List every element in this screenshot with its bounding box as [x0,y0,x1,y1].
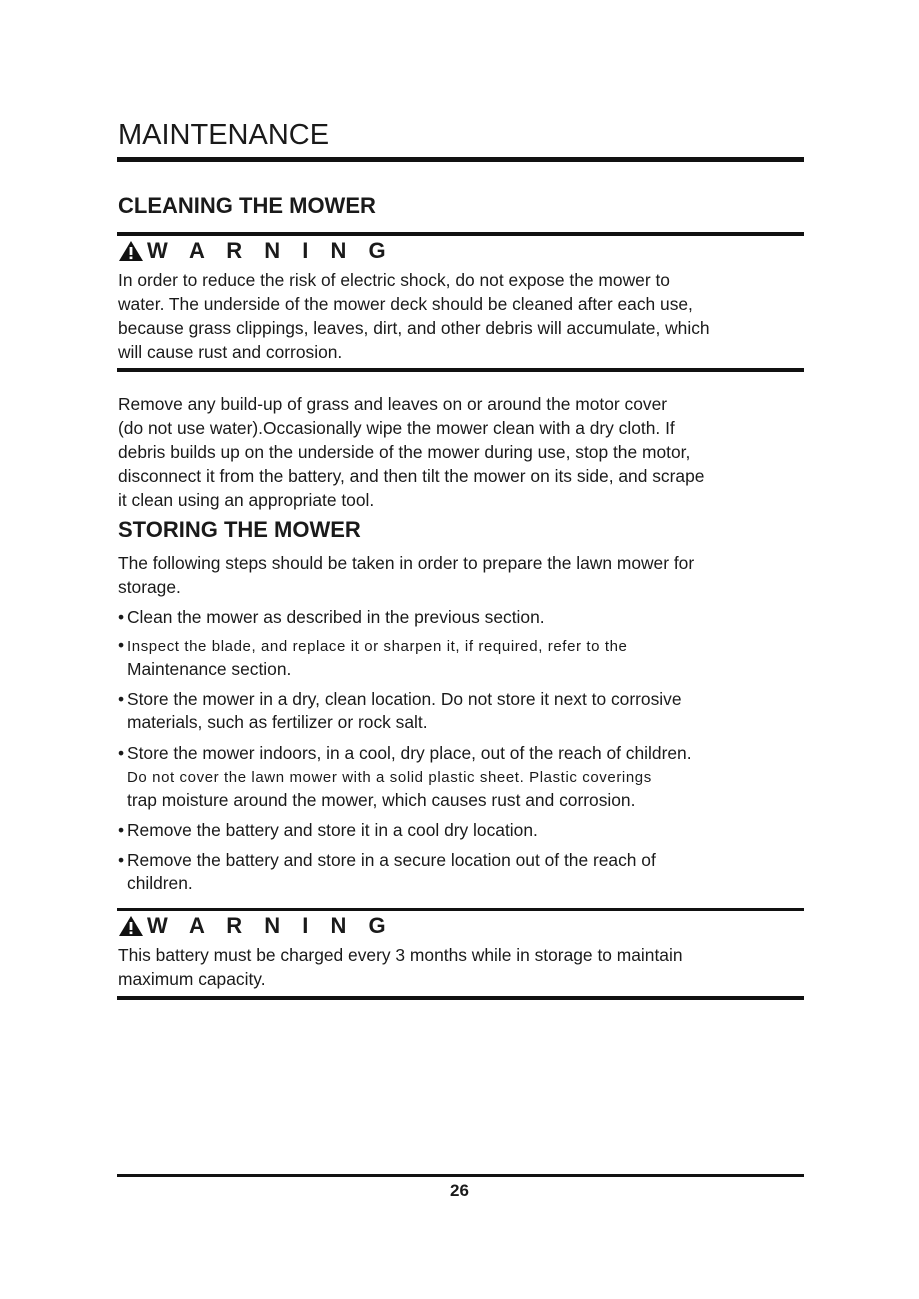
cleaning-warning-label: W A R N I N G [147,238,394,263]
cleaning-body-line: disconnect it from the battery, and then tilt the mower on its side, and scrape [118,466,705,486]
warning-triangle-icon [118,915,144,937]
cleaning-warning-line: water. The underside of the mower deck should be cleaned after each use, [118,294,693,314]
bullet-dot: • [118,850,125,870]
cleaning-body-line: debris builds up on the underside of the mower during use, stop the motor, [118,442,691,462]
storing-bullet-line: Clean the mower as described in the previous section. [127,607,545,627]
storing-bullet-item [118,688,804,734]
page-title: MAINTENANCE [118,119,330,151]
storing-warning-label: W A R N I N G [147,913,394,938]
page-number: 26 [450,1181,469,1200]
storing-bullet-line: Inspect the blade, and replace it or sharpen it, if required, refer to the [127,638,628,655]
storing-bullet-item [118,634,804,681]
storing-bullet-line: Store the mower in a dry, clean location. Do not store it next to corrosive [127,689,682,709]
cleaning-warning-line: In order to reduce the risk of electric shock, do not expose the mower to [118,270,670,290]
storing-warning-heading [118,913,394,939]
cleaning-warning-line: will cause rust and corrosion. [118,342,343,362]
storing-warning-bottom-divider [117,996,804,1000]
storing-intro-text [118,551,804,599]
cleaning-body-line: it clean using an appropriate tool. [118,490,375,510]
cleaning-body-line: (do not use water).Occasionally wipe the mower clean with a dry cloth. If [118,418,675,438]
storing-bullet-line: Maintenance section. [127,659,292,679]
storing-bullet-item [118,849,804,895]
warning-triangle-icon [118,240,144,262]
storing-bullet-line: Store the mower indoors, in a cool, dry place, out of the reach of children. [127,743,692,763]
storing-bullet-line: Do not cover the lawn mower with a solid plastic sheet. Plastic coverings [127,769,652,786]
storing-bullet-item [118,819,804,842]
footer-divider [117,1174,804,1177]
storing-bullet-line: materials, such as fertilizer or rock salt. [127,712,428,732]
storing-bullet-line: trap moisture around the mower, which causes rust and corrosion. [127,790,636,810]
storing-intro-line: The following steps should be taken in order to prepare the lawn mower for [118,553,695,573]
cleaning-warning-text [118,268,804,364]
bullet-dot: • [118,607,125,627]
storing-warning-top-divider [117,908,804,911]
title-divider [117,157,804,162]
storing-warning-text [118,943,804,991]
storing-bullet-item [118,742,804,812]
storing-intro-line: storage. [118,577,181,597]
bullet-dot: • [118,820,125,840]
cleaning-body-text [118,392,804,512]
bullet-dot: • [118,635,125,655]
cleaning-warning-divider [117,368,804,372]
cleaning-warning-heading [118,238,394,264]
storing-bullet-line: Remove the battery and store it in a cool dry location. [127,820,538,840]
storing-section-title: STORING THE MOWER [118,517,361,542]
cleaning-warning-line: because grass clippings, leaves, dirt, and other debris will accumulate, which [118,318,710,338]
cleaning-title-divider [117,232,804,236]
bullet-dot: • [118,743,125,763]
storing-bullet-item [118,606,804,629]
storing-bullet-line: Remove the battery and store in a secure location out of the reach of [127,850,656,870]
storing-warning-line: This battery must be charged every 3 months while in storage to maintain [118,945,683,965]
bullet-dot: • [118,689,125,709]
cleaning-section-title: CLEANING THE MOWER [118,193,376,218]
storing-bullet-line: children. [127,873,193,893]
storing-warning-line: maximum capacity. [118,969,266,989]
cleaning-body-line: Remove any build-up of grass and leaves on or around the motor cover [118,394,668,414]
